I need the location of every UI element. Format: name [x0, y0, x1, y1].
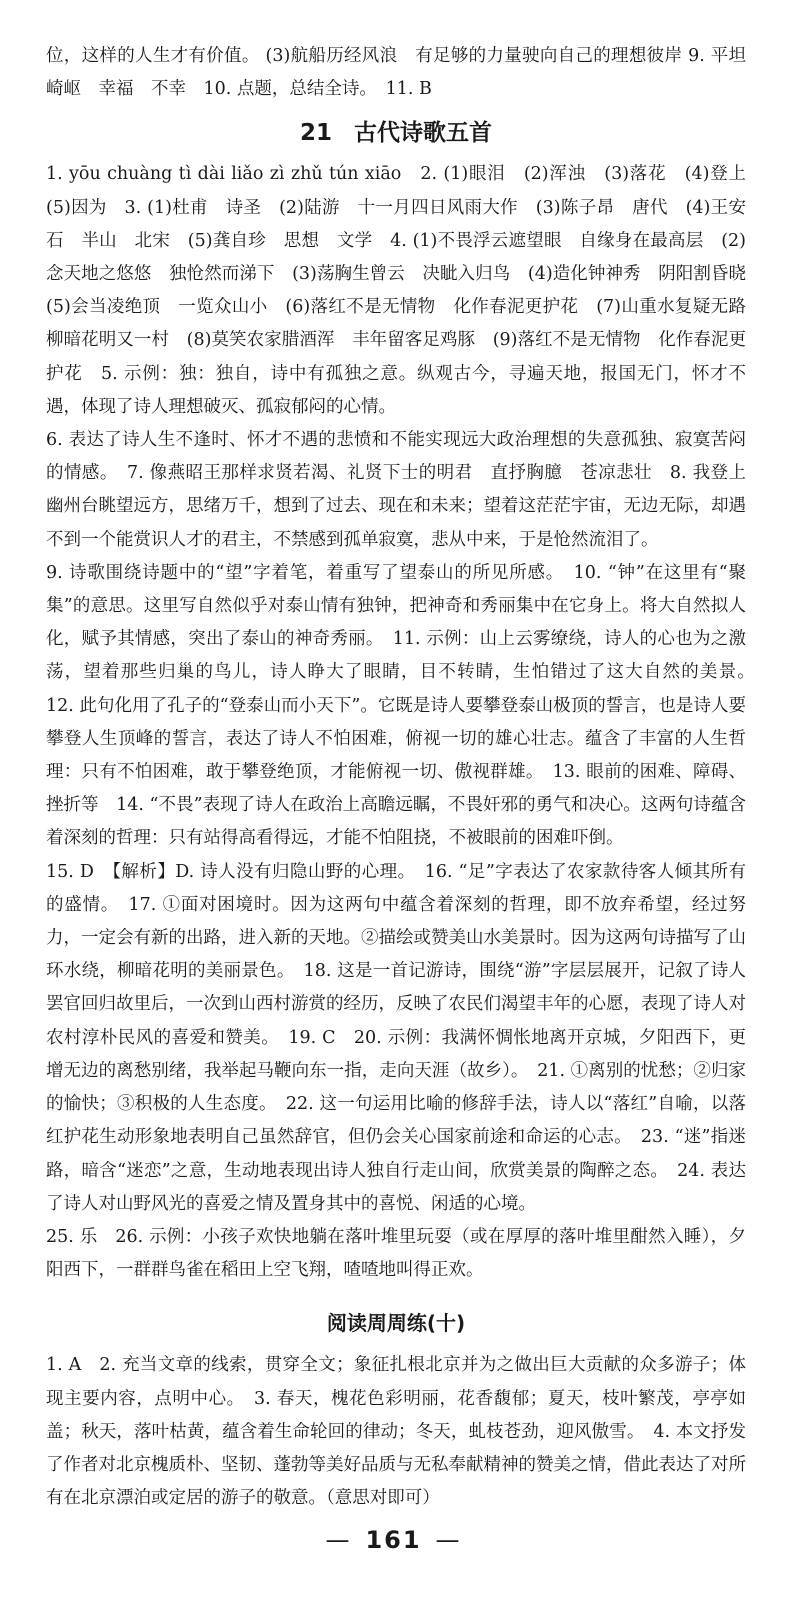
answer-paragraph-2: 6. 表达了诗人生不逢时、怀才不遇的悲愤和不能实现远大政治理想的失意孤独、寂寞苦闷的情感。 7. 像燕昭王那样求贤若渴、礼贤下士的明君 直抒胸臆 苍凉悲壮 8. 我登上幽州台眺望远方，思绪万千，想到了过去、现在和未来；望着这茫茫宇宙，无边无际，却遇不到一个能赏识人才的君主，不禁感到孤单寂寞，悲从中来，于是怆然流泪了。 [46, 430, 746, 550]
section-heading-weekly-reading [46, 1301, 746, 1345]
top-paragraph: 位，这样的人生才有价值。 (3)航船历经风浪 有足够的力量驶向自己的理想彼岸 9. 平坦 崎岖 幸福 不幸 10. 点题，总结全诗。 11. B [46, 46, 764, 100]
section-heading-ancient-poems [46, 112, 746, 154]
page-number-dash-right: — [435, 1526, 462, 1554]
answer-paragraph-3: 9. 诗歌围绕诗题中的“望”字着笔，着重写了望泰山的所见所感。 10. “钟”在这里有“聚集”的意思。这里写自然似乎对泰山情有独钟，把神奇和秀丽集中在它身上。将大自然拟人化，赋予其情感，突出了泰山的神奇秀丽。 11. 示例：山上云雾缭绕，诗人的心也为之激荡，望着那些归巢的鸟儿，诗人睁大了眼睛，目不转睛，生怕错过了这大自然的美景。 12. 此句化用了孔子的“登泰山而小天下”。它既是诗人要攀登泰山极顶的誓言，也是诗人要攀登人生顶峰的誓言，表达了诗人不怕困难，俯视一切的雄心壮志。蕴含了丰富的人生哲理：只有不怕困难，敢于攀登绝顶，才能俯视一切、傲视群雄。 13. 眼前的困难、障碍、挫折等 14. “不畏”表现了诗人在政治上高瞻远瞩，不畏奸邪的勇气和决心。这两句诗蕴含着深刻的哲理：只有站得高看得远，才能不怕阻挠，不被眼前的困难吓倒。 [46, 562, 764, 849]
answer-page [46, 40, 764, 1515]
answer-paragraph-1: 1. yōu chuàng tì dài liǎo zì zhǔ tún xiāo 2. (1)眼泪 (2)浑浊 (3)落花 (4)登上 (5)因为 3. (1)杜甫 诗圣 (2)陆游 十一月四日风雨大作 (3)陈子昂 唐代 (4)王安石 半山 北宋 (5)龚自珍 思想 文学 4. (1)不畏浮云遮望眼 自缘身在最高层 (2)念天地之悠悠 独怆然而涕下 (3)荡胸生曾云 决眦入归鸟 (4)造化钟神秀 阴阳割昏晓 (5)会当凌绝顶 一览众山小 (6)落红不是无情物 化作春泥更护花 (7)山重水复疑无路 柳暗花明又一村 (8)莫笑农家腊酒浑 丰年留客足鸡豚 (9)落红不是无情物 化作春泥更护花 5. 示例：独：独自，诗中有孤独之意。纵观古今，寻遍天地，报国无门，怀才不遇，体现了诗人理想破灭、孤寂郁闷的心情。 [46, 164, 764, 417]
weekly-reading-answers: 1. A 2. 充当文章的线索，贯穿全文；象征扎根北京并为之做出巨大贡献的众多游子；体现主要内容，点明中心。 3. 春天，槐花色彩明丽，花香馥郁；夏天，枝叶繁茂，亭亭如盖；秋天，落叶枯黄，蕴含着生命轮回的律动；冬天，虬枝苍劲，迎风傲雪。 4. 本文抒发了作者对北京槐质朴、坚韧、蓬勃等美好品质与无私奉献精神的赞美之情，借此表达了对所有在北京漂泊或定居的游子的敬意。（意思对即可） [46, 1355, 746, 1509]
subsection-title: 阅读周周练(十) [326, 1311, 466, 1336]
section-number: 21 [299, 120, 332, 147]
page-number-value: 161 [365, 1526, 422, 1554]
section-title: 古代诗歌五首 [354, 120, 492, 147]
answer-paragraph-5: 25. 乐 26. 示例：小孩子欢快地躺在落叶堆里玩耍（或在厚厚的落叶堆里酣然入睡），夕阳西下，一群群鸟雀在稻田上空飞翔，喳喳地叫得正欢。 [46, 1226, 746, 1281]
answer-paragraph-4: 15. D 【解析】D. 诗人没有归隐山野的心理。 16. “足”字表达了农家款待客人倾其所有的盛情。 17. ①面对困境时。因为这两句中蕴含着深刻的哲理，即不放弃希望，经过努力，一定会有新的出路，进入新的天地。②描绘或赞美山水美景时。因为这两句诗描写了山环水绕，柳暗花明的美丽景色。 18. 这是一首记游诗，围绕“游”字层层展开，记叙了诗人罢官回归故里后，一次到山西村游赏的经历，反映了农民们渴望丰年的心愿，表现了诗人对农村淳朴民风的喜爱和赞美。 19. C 20. 示例：我满怀惆怅地离开京城，夕阳西下，更增无边的离愁别绪，我举起马鞭向东一指，走向天涯（故乡）。 21. ①离别的忧愁；②归家的愉快；③积极的人生态度。 22. 这一句运用比喻的修辞手法，诗人以“落红”自喻，以落红护花生动形象地表明自己虽然辞官，但仍会关心国家前途和命运的心志。 23. “迷”指迷路，暗含“迷恋”之意，生动地表现出诗人独自行走山间，欣赏美景的陶醉之态。 24. 表达了诗人对山野风光的喜爱之情及置身其中的喜悦、闲适的心境。 [46, 861, 746, 1214]
page-number-dash-left: — [325, 1526, 352, 1554]
page-number [0, 1526, 787, 1554]
